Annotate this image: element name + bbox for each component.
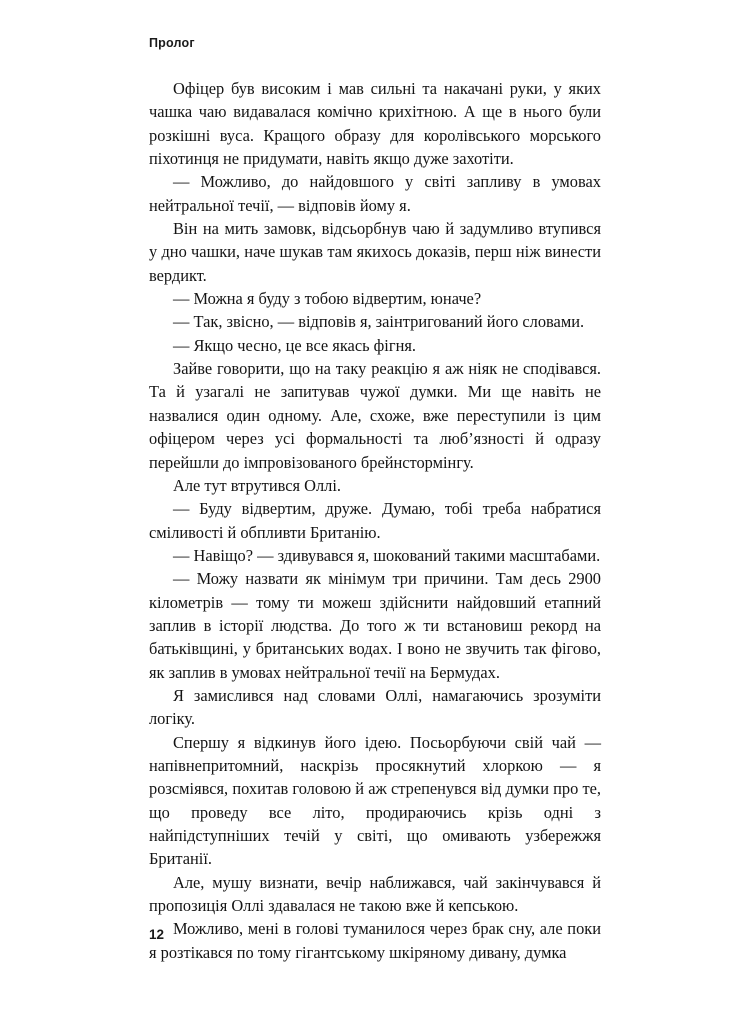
paragraph: — Навіщо? — здивувався я, шокований такими масштабами. — [173, 545, 601, 565]
paragraph: — Можу назвати як мінімум три причини. Там десь 2900 кілометрів — тому ти можеш здійснити найдовший етапний заплив в історії людства. До того ж ти встановиш рекорд на батьківщині, у британських водах. І воно не звучить так фігово, як заплив в умовах нейтральної течії на Бермудах. — [149, 569, 601, 682]
paragraph: — Так, звісно, — відповів я, заінтригований його словами. — [173, 312, 585, 332]
paragraph: — Можливо, до найдовшого у світі запливу в умовах нейтральної течії, — відповів йому я. — [149, 172, 601, 215]
body-text — [149, 77, 601, 964]
page-number: 12 — [149, 927, 165, 942]
paragraph: Зайве говорити, що на таку реакцію я аж ніяк не сподівався. Та й узагалі не запитував чужої думки. Ми ще навіть не назвалися один одному. Але, схоже, вже переступили із цим офіцером через усі формальності та люб’язності й одразу перейшли до імпровізованого брейнстормінгу. — [149, 359, 601, 472]
paragraph: — Можна я буду з тобою відвертим, юначе? — [173, 289, 482, 309]
paragraph: Він на мить замовк, відсьорбнув чаю й задумливо втупився у дно чашки, наче шукав там якихось доказів, перш ніж винести вердикт. — [149, 219, 601, 285]
paragraph: — Якщо чесно, це все якась фігня. — [173, 335, 416, 355]
paragraph: Але тут втрутився Оллі. — [173, 475, 341, 495]
paragraph: Можливо, мені в голові туманилося через брак сну, але поки я розтікався по тому гігантському шкіряному дивану, думка — [149, 919, 601, 962]
running-head: Пролог — [149, 36, 195, 50]
paragraph: — Буду відвертим, друже. Думаю, тобі треба набратися сміливості й обпливти Британію. — [149, 499, 601, 542]
paragraph: Офіцер був високим і мав сильні та накачані руки, у яких чашка чаю видавалася комічно крихітною. А ще в нього були розкішні вуса. Кращого образу для королівського морського піхотинця не придумати, навіть якщо дуже захотіти. — [149, 79, 601, 169]
paragraph: Але, мушу визнати, вечір наближався, чай закінчувався й пропозиція Оллі здавалася не такою вже й кепською. — [149, 872, 601, 916]
paragraph: Спершу я відкинув його ідею. Посьорбуючи свій чай — напівнепритомний, наскрізь просякнутий хлоркою — я розсміявся, похитав головою й аж стрепенувся від думки про те, що проведу все літо, продираючись крізь одні з найпідступніших течій у світі, що омивають узбережжя Британії. — [149, 732, 601, 869]
paragraph: Я замислився над словами Оллі, намагаючись зрозуміти логіку. — [149, 685, 601, 729]
